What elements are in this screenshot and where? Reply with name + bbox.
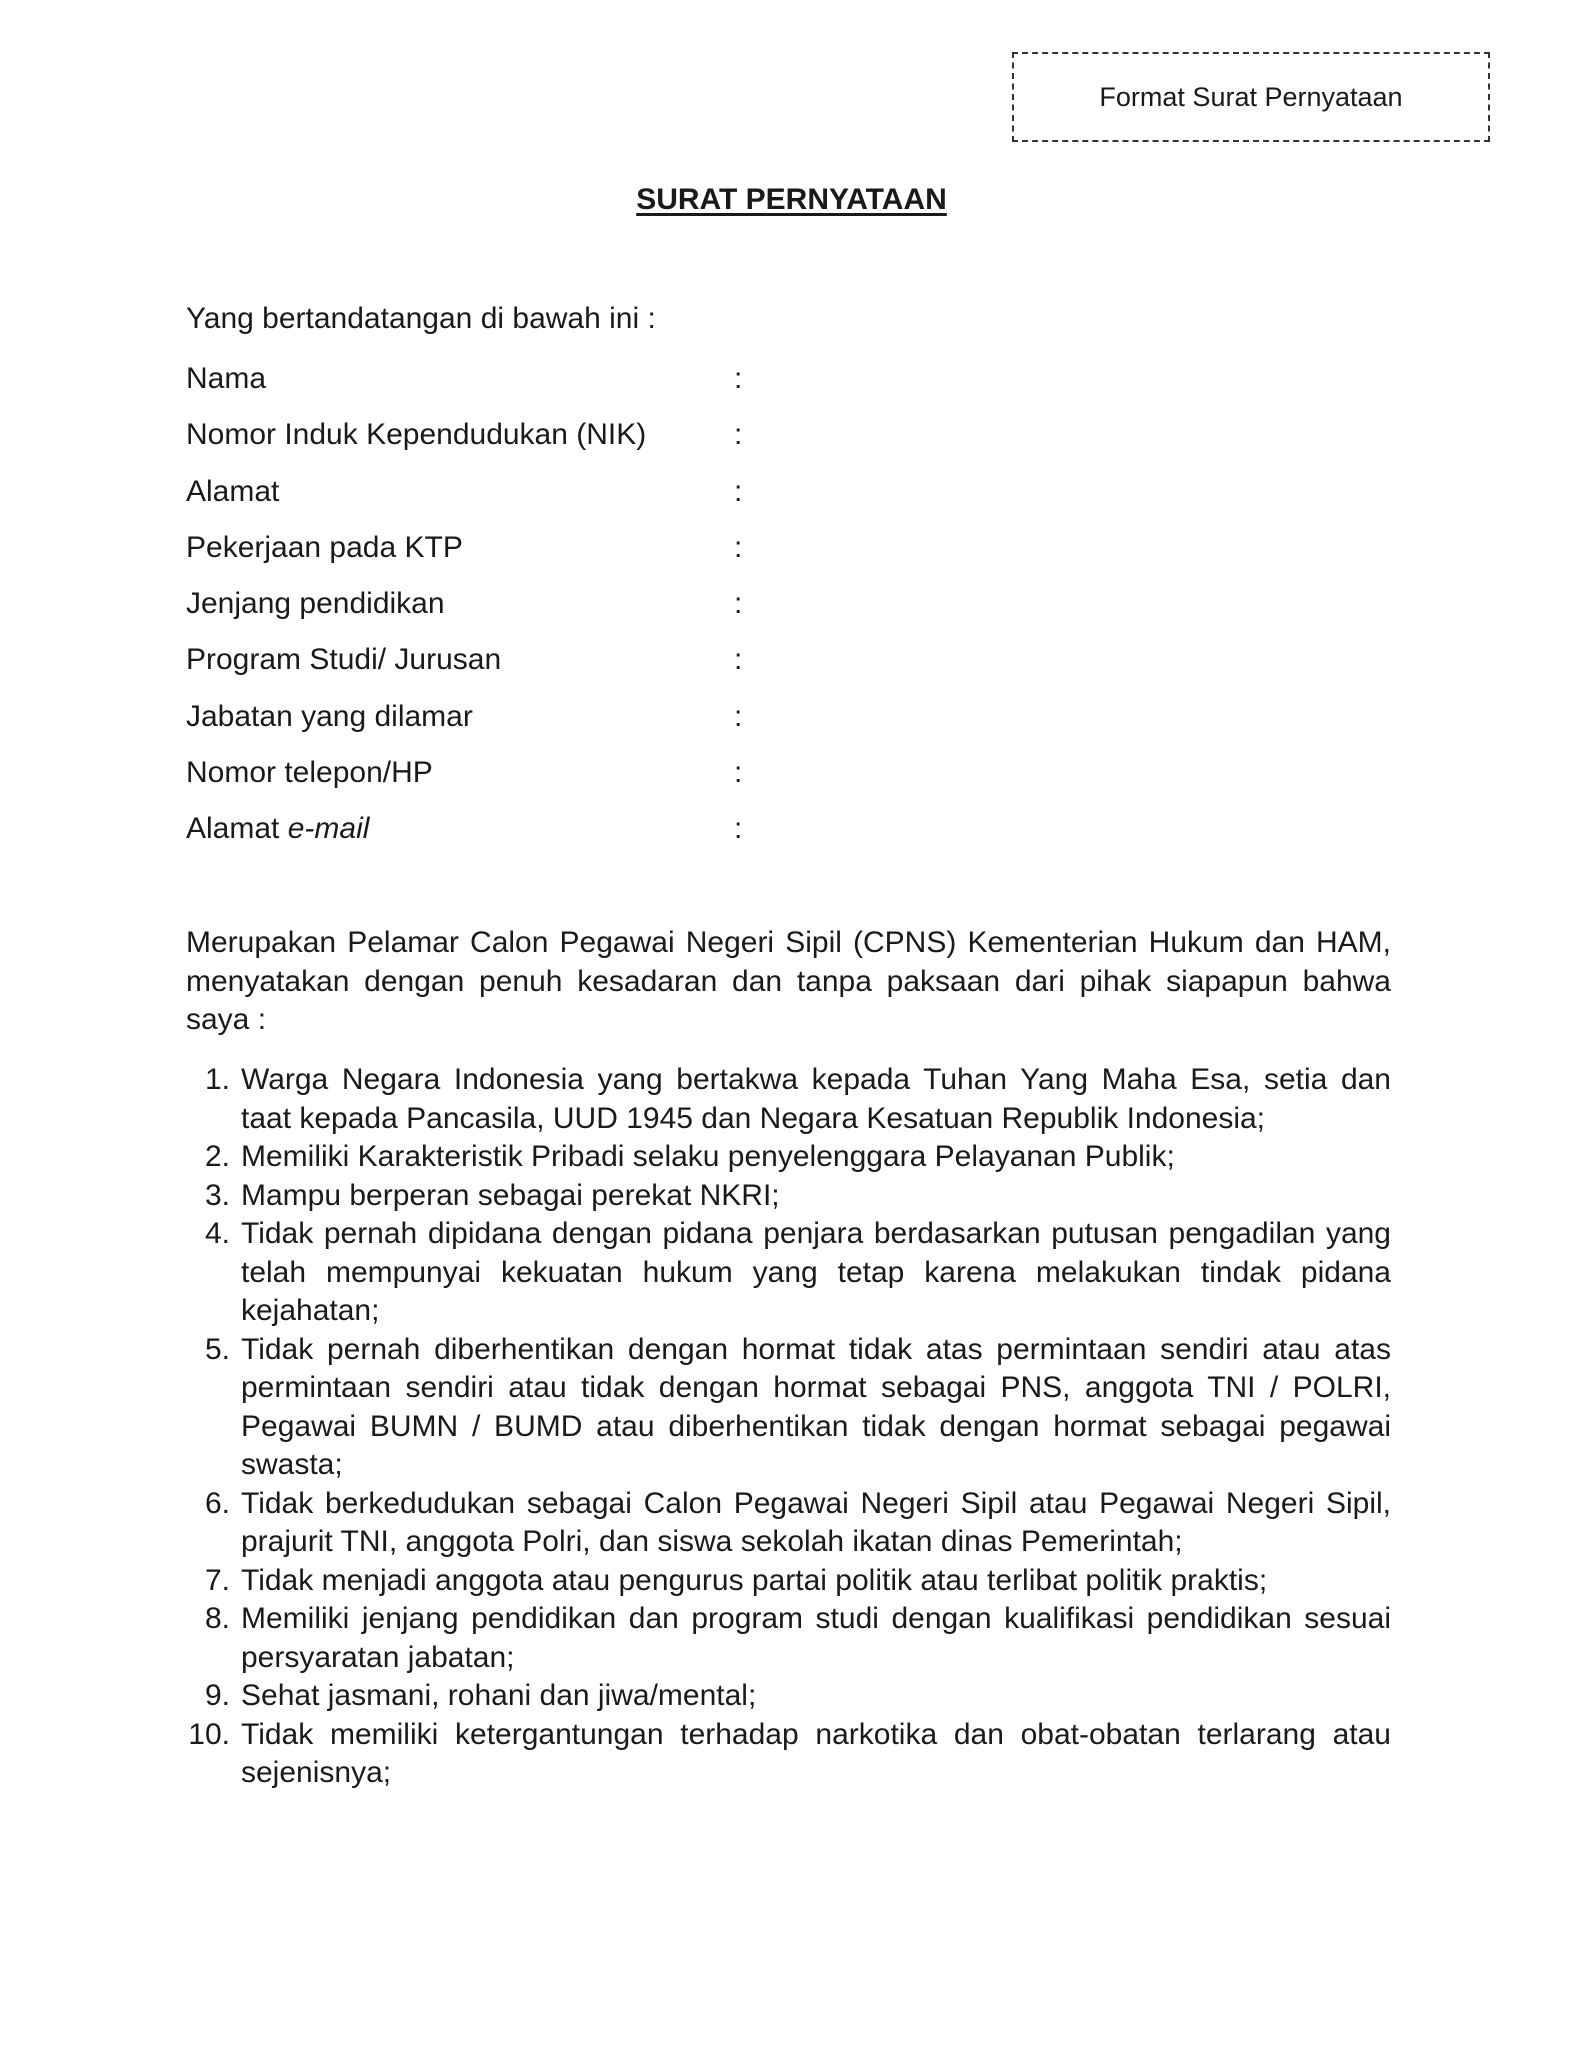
- field-colon: :: [734, 362, 743, 395]
- list-item-text: Tidak pernah dipidana dengan pidana penjara berdasarkan putusan pengadilan yang telah mempunyai kekuatan hukum yang tetap karena melakukan tindak pidana kejahatan;: [241, 1217, 1391, 1327]
- field-row-jabatan: [186, 695, 886, 751]
- list-item: [186, 1061, 1391, 1138]
- list-item-number: 5.: [204, 1332, 230, 1366]
- field-colon: :: [734, 812, 743, 846]
- format-label: Format Surat Pernyataan: [1099, 81, 1403, 112]
- field-row-nama: [186, 357, 886, 413]
- list-item-text: Sehat jasmani, rohani dan jiwa/mental;: [241, 1679, 757, 1712]
- list-item-number: 9.: [204, 1679, 230, 1712]
- field-label-email-prefix: Alamat: [186, 812, 288, 846]
- field-row-pekerjaan: [186, 526, 886, 582]
- field-colon: :: [734, 587, 743, 621]
- field-label-email-italic: e-mail: [287, 812, 370, 846]
- list-item-text: Memiliki jenjang pendidikan dan program studi dengan kualifikasi pendidikan sesuai persyaratan jabatan;: [241, 1602, 1391, 1674]
- list-item: [186, 1215, 1391, 1331]
- list-item-text: Tidak menjadi anggota atau pengurus partai politik atau terlibat politik praktis;: [241, 1563, 1268, 1597]
- list-item-number: 6.: [204, 1486, 230, 1520]
- field-colon: :: [734, 643, 743, 677]
- list-item: [186, 1677, 1391, 1716]
- field-row-jenjang: [186, 582, 886, 638]
- field-row-prodi: [186, 638, 886, 694]
- list-item: [186, 1600, 1391, 1677]
- list-item-number: 10.: [188, 1717, 230, 1751]
- document-title-text: SURAT PERNYATAAN: [636, 183, 947, 216]
- field-row-email: [186, 807, 886, 863]
- list-item-text: Warga Negara Indonesia yang bertakwa kepada Tuhan Yang Maha Esa, setia dan taat kepada Pancasila, UUD 1945 dan Negara Kesatuan Republik Indonesia;: [241, 1063, 1391, 1135]
- field-colon: :: [734, 756, 743, 790]
- field-label-email: [186, 807, 369, 851]
- field-label-jenjang: Jenjang pendidikan: [186, 587, 445, 621]
- statement-list: [186, 1061, 1391, 1793]
- document-title: [0, 183, 1583, 217]
- format-label-box: [1012, 52, 1490, 142]
- list-item-number: 8.: [204, 1602, 230, 1635]
- field-colon: :: [734, 530, 743, 564]
- list-item-number: 7.: [204, 1563, 230, 1597]
- field-label-jabatan: Jabatan yang dilamar: [186, 699, 473, 733]
- field-label-alamat: Alamat: [186, 474, 280, 508]
- list-item-text: Memiliki Karakteristik Pribadi selaku penyelenggara Pelayanan Publik;: [241, 1140, 1175, 1173]
- list-item-number: 1.: [204, 1063, 230, 1096]
- field-row-telepon: [186, 751, 886, 807]
- list-item-number: 4.: [204, 1217, 230, 1250]
- list-item-text: Mampu berperan sebagai perekat NKRI;: [241, 1178, 780, 1212]
- field-colon: :: [734, 474, 743, 508]
- list-item-number: 2.: [204, 1140, 230, 1173]
- intro-text: Yang bertandatangan di bawah ini :: [186, 302, 656, 335]
- field-row-alamat: [186, 470, 886, 526]
- field-label-telepon: Nomor telepon/HP: [186, 756, 433, 790]
- list-item: [186, 1138, 1391, 1177]
- field-colon: :: [734, 699, 743, 733]
- field-label-pekerjaan: Pekerjaan pada KTP: [186, 530, 463, 564]
- field-label-prodi: Program Studi/ Jurusan: [186, 643, 502, 677]
- list-item: [186, 1331, 1391, 1485]
- identity-fields: [186, 357, 886, 864]
- list-item-text: Tidak pernah diberhentikan dengan hormat tidak atas permintaan sendiri atau atas permintaan sendiri atau tidak dengan hormat sebagai PNS, anggota TNI / POLRI, Pegawai BUMN / BUMD atau diberhentikan tidak dengan hormat sebagai pegawai swasta;: [241, 1332, 1391, 1481]
- field-label-nik: Nomor Induk Kependudukan (NIK): [186, 418, 647, 452]
- list-item: [186, 1485, 1391, 1562]
- list-item-number: 3.: [204, 1178, 230, 1212]
- field-label-nama: Nama: [186, 362, 267, 395]
- field-colon: :: [734, 418, 743, 452]
- statement-paragraph: Merupakan Pelamar Calon Pegawai Negeri Sipil (CPNS) Kementerian Hukum dan HAM, menyatakan dengan penuh kesadaran dan tanpa paksaan dari pihak siapapun bahwa saya :: [186, 926, 1391, 1036]
- list-item: [186, 1177, 1391, 1216]
- list-item-text: Tidak memiliki ketergantungan terhadap narkotika dan obat-obatan terlarang atau sejenisnya;: [241, 1717, 1391, 1789]
- list-item-text: Tidak berkedudukan sebagai Calon Pegawai Negeri Sipil atau Pegawai Negeri Sipil, prajurit TNI, anggota Polri, dan siswa sekolah ikatan dinas Pemerintah;: [241, 1486, 1391, 1558]
- list-item: [186, 1716, 1391, 1793]
- list-item: [186, 1562, 1391, 1601]
- field-row-nik: [186, 413, 886, 469]
